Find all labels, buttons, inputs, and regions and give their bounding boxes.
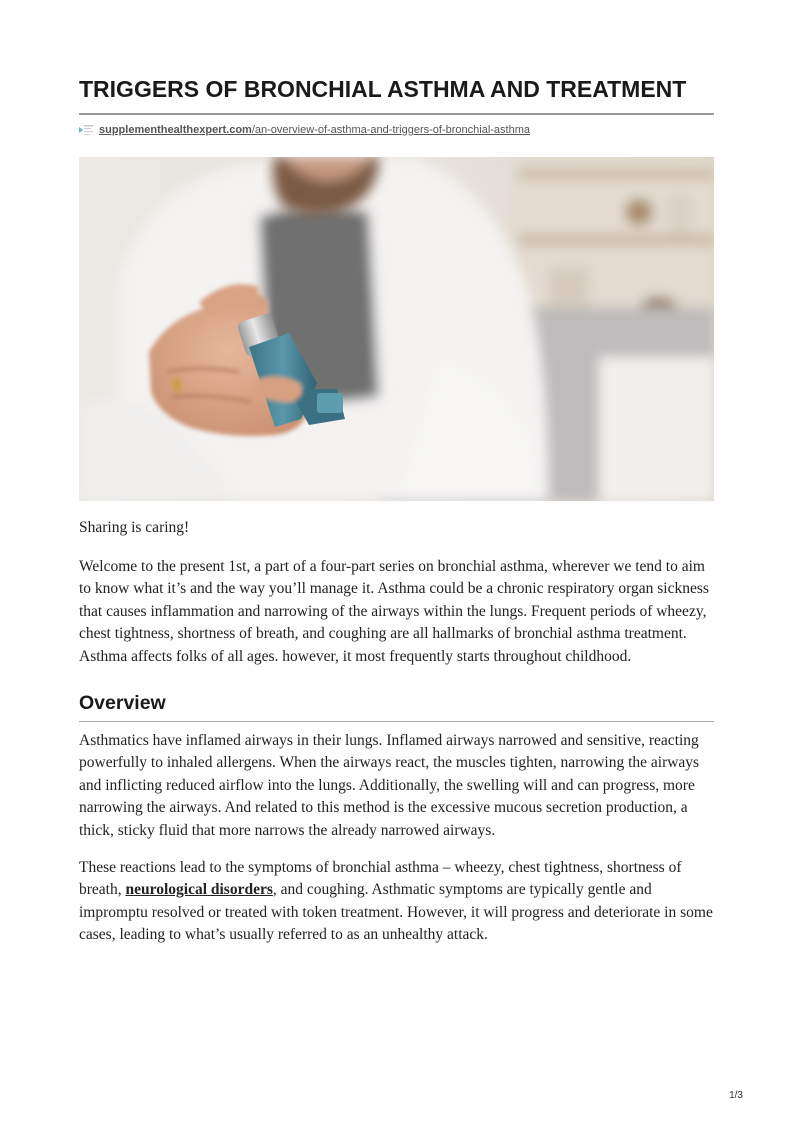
intro-line-1: Welcome to the present 1st, a part of a four-part series on bronchial asthma, wherever we tend to aim to know what it’s and the way you’ll manage it. Asthma could be a chronic respiratory organ sickness that causes inflammation and narrowing of the airways within the lungs. Frequent periods of wheezy, chest tightness, shortness of breath, and coughing are all hallmarks of bronchial asthma treatment.: [79, 557, 709, 643]
article-page: [79, 0, 714, 947]
article-title: TRIGGERS OF BRONCHIAL ASTHMA AND TREATMENT: [79, 0, 714, 115]
source-line: [79, 123, 714, 137]
overview-heading: Overview: [79, 691, 714, 722]
overview-paragraph-2: [79, 857, 714, 947]
overview-paragraph-2-end: , and coughing. Asthmatic symptoms are typically gentle and impromptu resolved or treated with token treatment. However, it will progress and deteriorate in some cases, leading to what’s usually referred to as an unhealthy attack.: [79, 881, 713, 944]
hero-image: [79, 157, 714, 501]
intro-line-2: Asthma affects folks of all ages. however, it most frequently starts throughout childhood.: [79, 647, 632, 665]
page-number: 1/3: [729, 1090, 743, 1101]
source-domain: supplementhealthexpert.com: [99, 124, 252, 136]
neurological-disorders-link[interactable]: neurological disorders: [125, 881, 273, 899]
intro-paragraph: [79, 556, 714, 669]
site-favicon-icon: [79, 124, 94, 136]
sharing-text: Sharing is caring!: [79, 519, 190, 536]
overview-paragraph-2-start: These reactions lead to the symptoms of bronchial asthma – wheezy, chest tightness, shortness of breath,: [79, 858, 682, 899]
source-link[interactable]: [99, 123, 530, 137]
overview-paragraph-1: Asthmatics have inflamed airways in their lungs. Inflamed airways narrowed and sensitive, reacting powerfully to inhaled allergens. When the airways react, the muscles tighten, narrowing the airways and inflicting reduced airflow into the lungs. Additionally, the swelling will and can progress, more narrowing the airways. And related to this method is the excessive mucous secretion production, a thick, sticky fluid that more narrows the already narrowed airways.: [79, 731, 700, 839]
source-path: /an-overview-of-asthma-and-triggers-of-bronchial-asthma: [251, 124, 530, 136]
